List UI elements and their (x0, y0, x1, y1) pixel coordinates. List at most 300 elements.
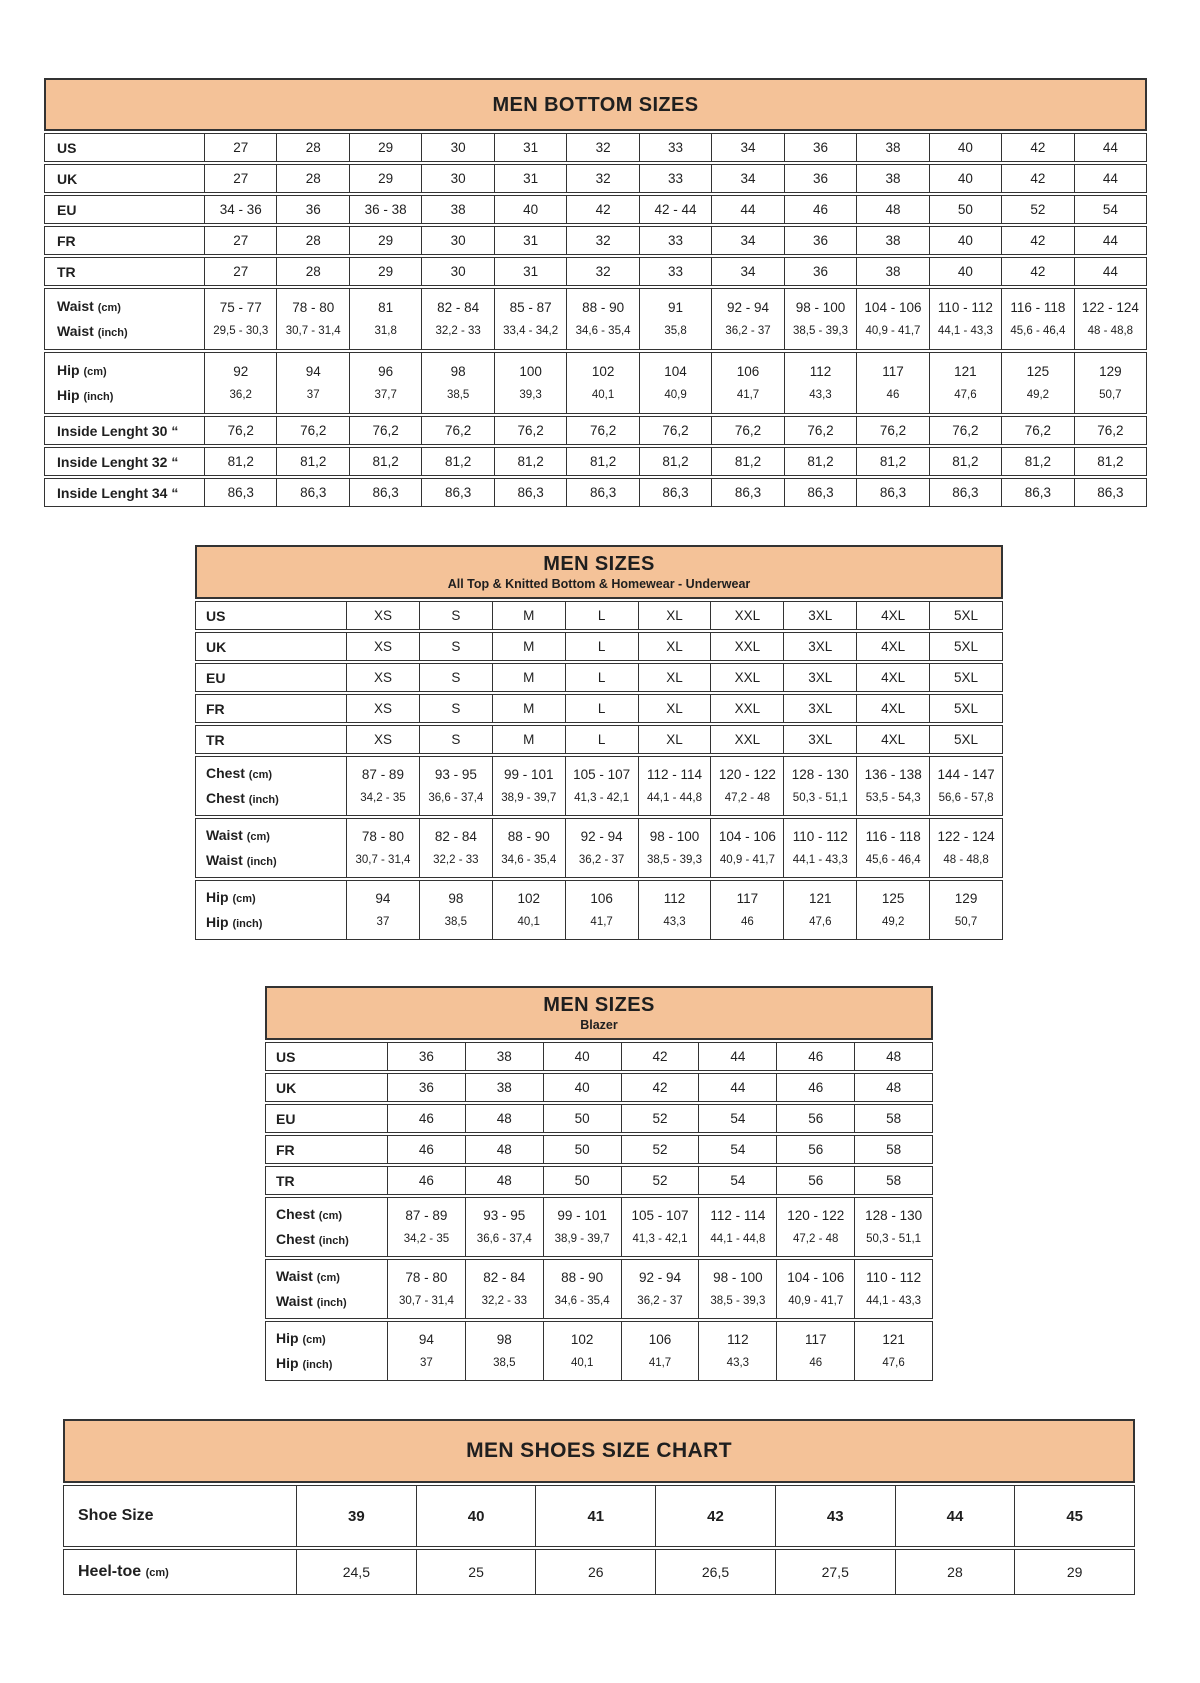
size-cell: 3XL (784, 663, 857, 692)
size-cell: XS (347, 663, 420, 692)
size-cell: 76,2 (422, 416, 494, 445)
row-label: Hip (cm) Hip (inch) (265, 1321, 388, 1381)
size-cell: 116 - 118 45,6 - 46,4 (1002, 288, 1074, 350)
table-row (44, 257, 1147, 286)
size-cell: 106 41,7 (712, 352, 784, 414)
size-cell: 81,2 (495, 447, 567, 476)
size-cell: 32 (567, 226, 639, 255)
size-cell: 58 (855, 1166, 933, 1195)
size-cell: 144 - 147 56,6 - 57,8 (930, 756, 1003, 816)
size-cell: 76,2 (712, 416, 784, 445)
table-row (44, 478, 1147, 507)
size-cell: XL (639, 694, 712, 723)
size-cell: 46 (777, 1073, 855, 1102)
row-label: Inside Lenght 34 “ (44, 478, 205, 507)
size-cell: 36 (785, 257, 857, 286)
size-cell: 3XL (784, 601, 857, 630)
size-cell: 29 (350, 226, 422, 255)
size-cell: 38 (857, 257, 929, 286)
size-cell: L (566, 601, 639, 630)
size-cell: 81,2 (1075, 447, 1147, 476)
size-cell: L (566, 694, 639, 723)
size-cell: 30 (422, 257, 494, 286)
size-cell: 42 (1002, 226, 1074, 255)
size-cell: 27,5 (776, 1549, 896, 1595)
size-cell: 30 (422, 164, 494, 193)
size-cell: 81,2 (640, 447, 712, 476)
row-label: Inside Lenght 32 “ (44, 447, 205, 476)
men-sizes-tops-table (195, 545, 1003, 940)
size-cell: 112 43,3 (699, 1321, 777, 1381)
size-cell: 128 - 130 50,3 - 51,1 (784, 756, 857, 816)
size-cell: 81,2 (350, 447, 422, 476)
size-cell: 24,5 (297, 1549, 417, 1595)
size-cell: 92 36,2 (205, 352, 277, 414)
size-cell: 46 (388, 1166, 466, 1195)
row-label: FR (44, 226, 205, 255)
size-cell: 117 46 (857, 352, 929, 414)
size-cell: 52 (622, 1135, 700, 1164)
table-row (265, 1042, 933, 1071)
size-cell: 120 - 122 47,2 - 48 (777, 1197, 855, 1257)
size-cell: 136 - 138 53,5 - 54,3 (857, 756, 930, 816)
size-cell: 82 - 84 32,2 - 33 (466, 1259, 544, 1319)
size-cell: 106 41,7 (566, 880, 639, 940)
size-cell: 5XL (930, 632, 1003, 661)
table-row (195, 694, 1003, 723)
size-cell: 36 (388, 1042, 466, 1071)
size-cell: 88 - 90 34,6 - 35,4 (493, 818, 566, 878)
table-row (44, 164, 1147, 193)
row-label: EU (44, 195, 205, 224)
size-cell: 30 (422, 133, 494, 162)
size-cell: 86,3 (1075, 478, 1147, 507)
size-cell: 94 37 (347, 880, 420, 940)
size-cell: 86,3 (422, 478, 494, 507)
size-cell: 112 43,3 (785, 352, 857, 414)
size-cell: 42 (622, 1042, 700, 1071)
men-shoes-size-chart-table (63, 1419, 1135, 1595)
table-row (265, 1073, 933, 1102)
size-cell: 98 38,5 (422, 352, 494, 414)
men-bottom-sizes-table (44, 78, 1147, 507)
size-cell: 48 (855, 1042, 933, 1071)
size-cell: 44 (712, 195, 784, 224)
row-label: Inside Lenght 30 “ (44, 416, 205, 445)
table-row (63, 1549, 1135, 1595)
size-cell: 31 (495, 226, 567, 255)
size-cell: M (493, 694, 566, 723)
size-cell: 76,2 (205, 416, 277, 445)
size-cell: 86,3 (857, 478, 929, 507)
table-row (265, 1197, 933, 1257)
size-cell: 86,3 (712, 478, 784, 507)
size-cell: 34 (712, 133, 784, 162)
table-body (44, 133, 1147, 507)
table-row (195, 601, 1003, 630)
size-cell: 117 46 (777, 1321, 855, 1381)
table-row (44, 447, 1147, 476)
size-cell: 110 - 112 44,1 - 43,3 (855, 1259, 933, 1319)
size-cell: 76,2 (495, 416, 567, 445)
table-row (63, 1485, 1135, 1547)
row-label: Shoe Size (63, 1485, 297, 1547)
size-cell: 29 (350, 133, 422, 162)
row-label: Chest (cm) Chest (inch) (195, 756, 347, 816)
row-label: Waist (cm) Waist (inch) (265, 1259, 388, 1319)
size-cell: 40 (930, 226, 1002, 255)
size-cell: 81,2 (1002, 447, 1074, 476)
size-cell: XL (639, 725, 712, 754)
size-cell: 110 - 112 44,1 - 43,3 (930, 288, 1002, 350)
size-cell: 38 (466, 1042, 544, 1071)
table-body (265, 1042, 933, 1381)
size-cell: 40 (930, 257, 1002, 286)
size-cell: S (420, 663, 493, 692)
size-cell: 34 (712, 226, 784, 255)
size-cell: 32 (567, 133, 639, 162)
size-cell: 76,2 (277, 416, 349, 445)
size-cell: 46 (388, 1135, 466, 1164)
size-cell: 36 (785, 133, 857, 162)
size-cell: L (566, 632, 639, 661)
size-cell: 44 (699, 1042, 777, 1071)
row-label: Heel-toe (cm) (63, 1549, 297, 1595)
size-cell: 87 - 89 34,2 - 35 (347, 756, 420, 816)
table-row (44, 226, 1147, 255)
size-cell: 86,3 (350, 478, 422, 507)
size-cell: 38 (422, 195, 494, 224)
size-cell: 129 50,7 (1075, 352, 1147, 414)
size-cell: 36 (785, 226, 857, 255)
size-cell: 81,2 (205, 447, 277, 476)
size-cell: XS (347, 725, 420, 754)
size-cell: XL (639, 601, 712, 630)
row-label: TR (44, 257, 205, 286)
size-cell: 92 - 94 36,2 - 37 (566, 818, 639, 878)
size-cell: 99 - 101 38,9 - 39,7 (493, 756, 566, 816)
size-cell: 86,3 (567, 478, 639, 507)
size-cell: 91 35,8 (640, 288, 712, 350)
size-cell: 54 (699, 1135, 777, 1164)
size-cell: 48 (855, 1073, 933, 1102)
size-cell: 48 (857, 195, 929, 224)
size-cell: 50 (930, 195, 1002, 224)
size-cell: 5XL (930, 725, 1003, 754)
size-cell: 27 (205, 133, 277, 162)
size-cell: L (566, 663, 639, 692)
table-title: MEN BOTTOM SIZES (492, 93, 699, 116)
size-cell: M (493, 632, 566, 661)
size-cell: 86,3 (930, 478, 1002, 507)
size-cell: 42 (1002, 164, 1074, 193)
table-row (195, 632, 1003, 661)
size-cell: 86,3 (1002, 478, 1074, 507)
size-cell: 46 (785, 195, 857, 224)
table-header (63, 1419, 1135, 1483)
size-cell: S (420, 601, 493, 630)
size-cell: 50 (544, 1104, 622, 1133)
size-cell: 48 (466, 1135, 544, 1164)
table-header (195, 545, 1003, 599)
size-cell: 5XL (930, 601, 1003, 630)
size-cell: 98 - 100 38,5 - 39,3 (785, 288, 857, 350)
size-cell: 40 (930, 133, 1002, 162)
size-cell: XXL (711, 725, 784, 754)
size-cell: 32 (567, 164, 639, 193)
size-cell: 76,2 (785, 416, 857, 445)
size-cell: 88 - 90 34,6 - 35,4 (567, 288, 639, 350)
size-cell: XXL (711, 694, 784, 723)
size-cell: 52 (1002, 195, 1074, 224)
size-cell: 81,2 (567, 447, 639, 476)
size-cell: 3XL (784, 725, 857, 754)
size-cell: 28 (277, 257, 349, 286)
size-cell: 58 (855, 1135, 933, 1164)
size-cell: 110 - 112 44,1 - 43,3 (784, 818, 857, 878)
row-label: US (195, 601, 347, 630)
table-body (63, 1485, 1135, 1595)
table-row (265, 1321, 933, 1381)
size-cell: 3XL (784, 632, 857, 661)
size-cell: 81,2 (277, 447, 349, 476)
size-cell: 54 (699, 1166, 777, 1195)
size-cell: 86,3 (785, 478, 857, 507)
size-cell: 76,2 (1002, 416, 1074, 445)
size-cell: 28 (277, 164, 349, 193)
table-row (195, 756, 1003, 816)
size-cell: 43 (776, 1485, 896, 1547)
size-cell: 42 (656, 1485, 776, 1547)
size-cell: 40 (495, 195, 567, 224)
size-cell: 28 (277, 226, 349, 255)
size-cell: 50 (544, 1135, 622, 1164)
size-cell: 104 - 106 40,9 - 41,7 (777, 1259, 855, 1319)
size-cell: 98 38,5 (466, 1321, 544, 1381)
size-cell: 102 40,1 (493, 880, 566, 940)
size-cell: 98 - 100 38,5 - 39,3 (639, 818, 712, 878)
table-header (44, 78, 1147, 131)
size-cell: 36 - 38 (350, 195, 422, 224)
row-label: UK (195, 632, 347, 661)
size-cell: 78 - 80 30,7 - 31,4 (277, 288, 349, 350)
size-cell: 75 - 77 29,5 - 30,3 (205, 288, 277, 350)
size-cell: 81,2 (857, 447, 929, 476)
size-cell: 104 - 106 40,9 - 41,7 (711, 818, 784, 878)
size-cell: 52 (622, 1104, 700, 1133)
size-cell: 31 (495, 133, 567, 162)
table-row (44, 352, 1147, 414)
size-cell: 42 (567, 195, 639, 224)
size-cell: 44 (1075, 164, 1147, 193)
size-cell: 33 (640, 133, 712, 162)
size-cell: M (493, 601, 566, 630)
size-cell: 82 - 84 32,2 - 33 (420, 818, 493, 878)
table-row (195, 663, 1003, 692)
size-cell: 46 (388, 1104, 466, 1133)
size-cell: 34 (712, 257, 784, 286)
table-row (265, 1166, 933, 1195)
size-cell: 76,2 (567, 416, 639, 445)
size-cell: 117 46 (711, 880, 784, 940)
table-row (44, 416, 1147, 445)
size-cell: XS (347, 694, 420, 723)
size-cell: 54 (699, 1104, 777, 1133)
size-cell: 54 (1075, 195, 1147, 224)
row-label: UK (44, 164, 205, 193)
size-cell: 31 (495, 164, 567, 193)
size-cell: 30 (422, 226, 494, 255)
size-cell: 120 - 122 47,2 - 48 (711, 756, 784, 816)
size-cell: 27 (205, 226, 277, 255)
table-row (265, 1135, 933, 1164)
size-cell: 33 (640, 226, 712, 255)
row-label: EU (265, 1104, 388, 1133)
size-cell: 105 - 107 41,3 - 42,1 (622, 1197, 700, 1257)
size-cell: 82 - 84 32,2 - 33 (422, 288, 494, 350)
size-cell: 4XL (857, 694, 930, 723)
size-cell: 76,2 (350, 416, 422, 445)
row-label: Hip (cm) Hip (inch) (44, 352, 205, 414)
size-cell: 38 (857, 133, 929, 162)
size-cell: 99 - 101 38,9 - 39,7 (544, 1197, 622, 1257)
size-cell: 28 (896, 1549, 1016, 1595)
size-cell: 85 - 87 33,4 - 34,2 (495, 288, 567, 350)
size-cell: 86,3 (205, 478, 277, 507)
row-label: US (265, 1042, 388, 1071)
size-cell: M (493, 725, 566, 754)
size-cell: 41 (536, 1485, 656, 1547)
size-cell: 81,2 (422, 447, 494, 476)
size-cell: 42 - 44 (640, 195, 712, 224)
size-cell: 42 (1002, 257, 1074, 286)
size-cell: 116 - 118 45,6 - 46,4 (857, 818, 930, 878)
size-cell: 86,3 (495, 478, 567, 507)
size-cell: 40 (930, 164, 1002, 193)
size-cell: 4XL (857, 601, 930, 630)
size-cell: 105 - 107 41,3 - 42,1 (566, 756, 639, 816)
size-cell: 76,2 (640, 416, 712, 445)
size-cell: 40 (417, 1485, 537, 1547)
size-cell: 88 - 90 34,6 - 35,4 (544, 1259, 622, 1319)
row-label: US (44, 133, 205, 162)
size-cell: 34 (712, 164, 784, 193)
row-label: EU (195, 663, 347, 692)
size-cell: 4XL (857, 725, 930, 754)
size-cell: 92 - 94 36,2 - 37 (622, 1259, 700, 1319)
size-chart-page (0, 78, 1200, 1595)
size-cell: XXL (711, 663, 784, 692)
size-cell: 81,2 (712, 447, 784, 476)
size-cell: 58 (855, 1104, 933, 1133)
size-cell: 26,5 (656, 1549, 776, 1595)
size-cell: 106 41,7 (622, 1321, 700, 1381)
row-label: FR (195, 694, 347, 723)
table-title: MEN SIZES (543, 552, 655, 575)
size-cell: 121 47,6 (930, 352, 1002, 414)
size-cell: 38 (857, 164, 929, 193)
size-cell: 128 - 130 50,3 - 51,1 (855, 1197, 933, 1257)
size-cell: 3XL (784, 694, 857, 723)
size-cell: XL (639, 632, 712, 661)
size-cell: S (420, 694, 493, 723)
size-cell: 50 (544, 1166, 622, 1195)
row-label: Hip (cm) Hip (inch) (195, 880, 347, 940)
size-cell: 25 (417, 1549, 537, 1595)
size-cell: S (420, 632, 493, 661)
size-cell: 122 - 124 48 - 48,8 (1075, 288, 1147, 350)
size-cell: 40 (544, 1042, 622, 1071)
table-subtitle: Blazer (580, 1017, 618, 1032)
size-cell: 129 50,7 (930, 880, 1003, 940)
size-cell: 78 - 80 30,7 - 31,4 (347, 818, 420, 878)
table-row (195, 725, 1003, 754)
size-cell: 44 (1075, 133, 1147, 162)
size-cell: 33 (640, 257, 712, 286)
size-cell: 40 (544, 1073, 622, 1102)
size-cell: 4XL (857, 632, 930, 661)
size-cell: 86,3 (277, 478, 349, 507)
size-cell: 38 (857, 226, 929, 255)
row-label: TR (265, 1166, 388, 1195)
table-row (44, 195, 1147, 224)
size-cell: 4XL (857, 663, 930, 692)
size-cell: 104 40,9 (640, 352, 712, 414)
size-cell: 26 (536, 1549, 656, 1595)
size-cell: XS (347, 601, 420, 630)
size-cell: 33 (640, 164, 712, 193)
size-cell: 29 (1015, 1549, 1135, 1595)
size-cell: 44 (1075, 226, 1147, 255)
size-cell: 28 (277, 133, 349, 162)
size-cell: 112 43,3 (639, 880, 712, 940)
size-cell: 86,3 (640, 478, 712, 507)
size-cell: 42 (1002, 133, 1074, 162)
size-cell: 98 38,5 (420, 880, 493, 940)
size-cell: 102 40,1 (567, 352, 639, 414)
size-cell: 112 - 114 44,1 - 44,8 (699, 1197, 777, 1257)
size-cell: XXL (711, 601, 784, 630)
size-cell: 32 (567, 257, 639, 286)
size-cell: 125 49,2 (1002, 352, 1074, 414)
size-cell: 52 (622, 1166, 700, 1195)
size-cell: 5XL (930, 694, 1003, 723)
size-cell: 36 (277, 195, 349, 224)
size-cell: 5XL (930, 663, 1003, 692)
table-row (195, 880, 1003, 940)
size-cell: 98 - 100 38,5 - 39,3 (699, 1259, 777, 1319)
size-cell: 44 (896, 1485, 1016, 1547)
size-cell: 31 (495, 257, 567, 286)
size-cell: 29 (350, 257, 422, 286)
size-cell: 122 - 124 48 - 48,8 (930, 818, 1003, 878)
table-row (44, 288, 1147, 350)
size-cell: 39 (297, 1485, 417, 1547)
size-cell: 44 (699, 1073, 777, 1102)
size-cell: M (493, 663, 566, 692)
size-cell: 44 (1075, 257, 1147, 286)
size-cell: 56 (777, 1104, 855, 1133)
size-cell: 104 - 106 40,9 - 41,7 (857, 288, 929, 350)
size-cell: 48 (466, 1104, 544, 1133)
table-row (265, 1104, 933, 1133)
row-label: Waist (cm) Waist (inch) (44, 288, 205, 350)
row-label: Chest (cm) Chest (inch) (265, 1197, 388, 1257)
size-cell: 56 (777, 1135, 855, 1164)
row-label: Waist (cm) Waist (inch) (195, 818, 347, 878)
table-header (265, 986, 933, 1040)
size-cell: 56 (777, 1166, 855, 1195)
